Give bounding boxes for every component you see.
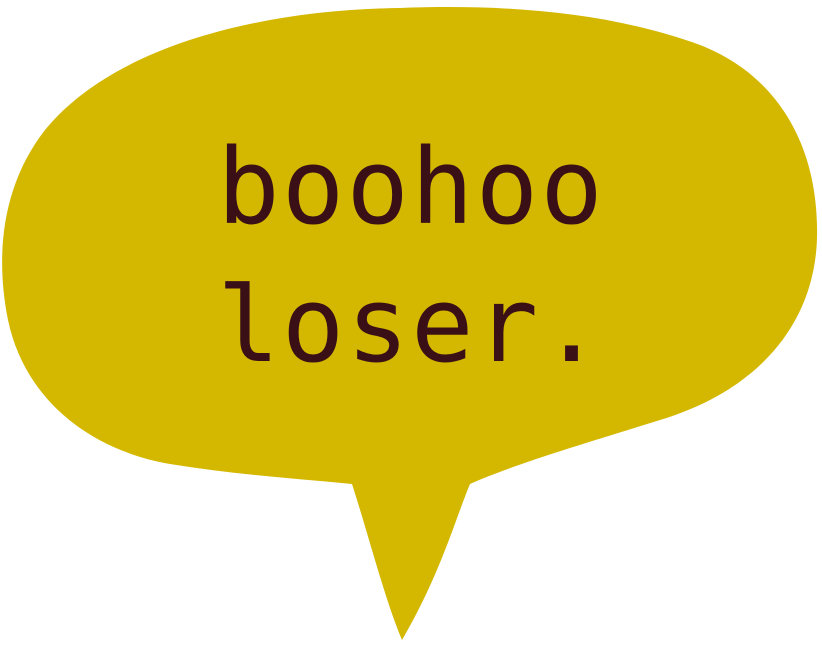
bubble-message [0,118,822,394]
message-line-2: loser. [217,264,605,386]
message-line-1: boohoo [217,126,605,248]
